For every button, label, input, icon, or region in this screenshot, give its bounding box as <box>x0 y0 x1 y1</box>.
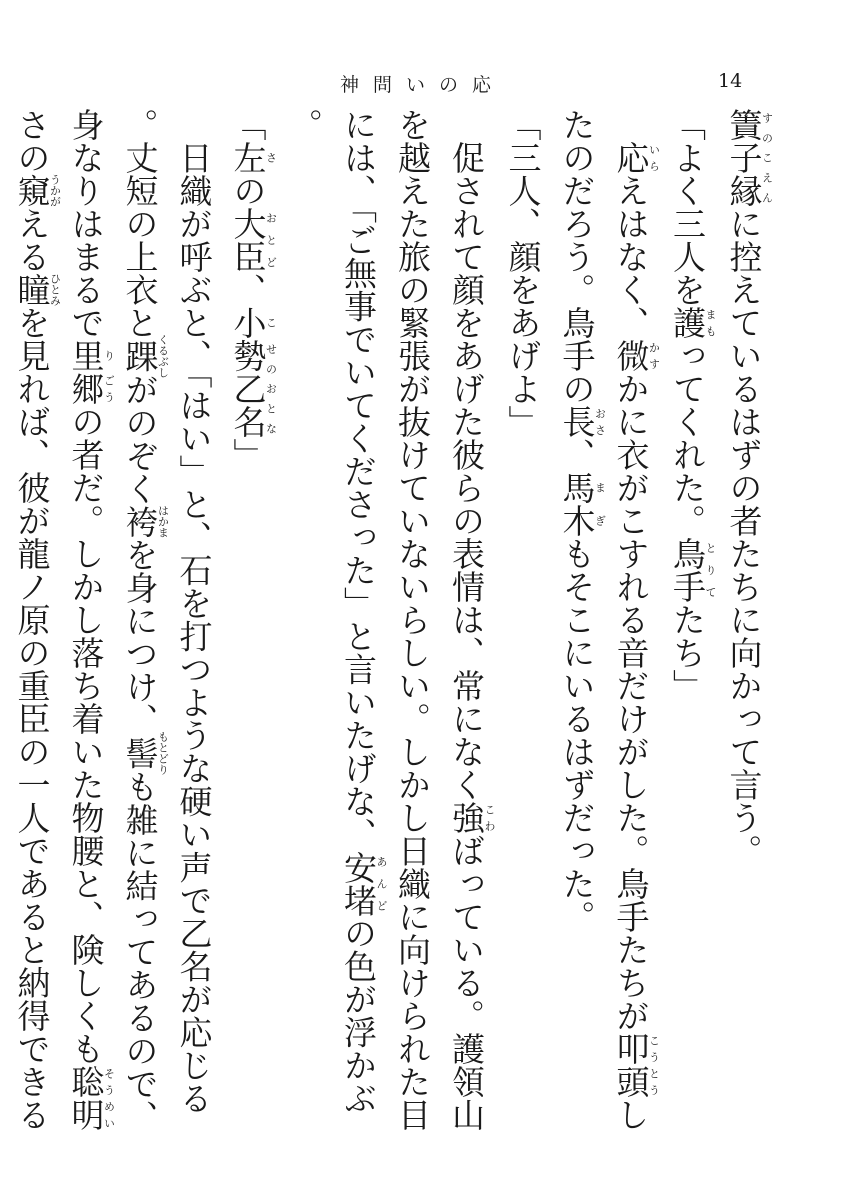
ruby-word <box>611 339 661 372</box>
furigana: うかが <box>48 174 62 207</box>
text-run: えはなく、 <box>611 174 651 339</box>
text-run: 日織が呼ぶと、「はい」と、石を打つような硬い声で乙名が応じる。丈短の上衣と <box>120 108 214 1115</box>
body-text <box>12 108 774 1138</box>
ruby-word <box>12 174 62 207</box>
ruby-word <box>12 273 62 306</box>
furigana: かす <box>647 339 661 372</box>
ruby-word <box>120 731 170 775</box>
text-run: を見れば、彼が龍ノ原の重臣の一人であると納得できる <box>12 306 52 1131</box>
text-run: える <box>12 207 52 273</box>
ruby-word <box>557 405 607 438</box>
ruby-base: 窺 <box>12 174 52 207</box>
furigana: おとど <box>264 207 278 273</box>
furigana: くるぶし <box>156 334 170 378</box>
ruby-base: 大臣 <box>228 207 268 273</box>
ruby-word <box>228 141 278 174</box>
text-run: ってくれた。 <box>668 339 707 537</box>
furigana: せのおとな <box>264 339 278 438</box>
paragraph <box>0 108 221 1138</box>
furigana: はかま <box>156 505 170 538</box>
furigana: ひとみ <box>48 273 62 306</box>
ruby-word <box>611 141 661 174</box>
ruby-base: 鳥手 <box>668 537 707 603</box>
furigana: もとどり <box>156 731 170 775</box>
furigana: こうとう <box>647 1032 661 1098</box>
ruby-base: 左 <box>228 141 268 174</box>
ruby-word <box>724 108 774 207</box>
furigana: まぎ <box>593 471 607 537</box>
ruby-base: 応 <box>611 141 651 174</box>
text-run: 「三人、顔をあげよ」 <box>503 108 543 438</box>
text-run: ばっている。護領山を越えた旅の緊張が抜けていないらしい。しかし日織に向けられた目には、「ご無事でいてくださった」と言いたげな、 <box>339 108 486 1131</box>
text-run: を身につけ、 <box>120 538 160 736</box>
ruby-base: 郷 <box>66 372 106 405</box>
ruby-word <box>447 801 496 834</box>
paragraph <box>660 108 717 1138</box>
ruby-word <box>668 306 717 339</box>
ruby-word <box>668 537 717 603</box>
ruby-word <box>339 850 388 917</box>
ruby-word <box>557 471 607 537</box>
text-run: かに衣がこすれる音だけがした。鳥手たちが <box>611 372 651 1032</box>
ruby-word <box>228 207 278 273</box>
text-run: さの <box>12 108 52 174</box>
text-run: 、 <box>557 438 597 471</box>
text-run: の <box>228 174 268 207</box>
ruby-base: 強 <box>447 801 486 834</box>
ruby-word <box>228 339 278 438</box>
text-run: に控えているはずの者たちに向かって言う。 <box>724 207 764 867</box>
text-run: 」 <box>228 438 268 471</box>
paragraph <box>496 108 550 1138</box>
paragraph <box>221 108 278 1138</box>
furigana: おさ <box>593 405 607 438</box>
ruby-base: 小 <box>228 306 268 339</box>
text-run: も雑に結ってあるので、身なりはまるで <box>66 108 160 1133</box>
ruby-word <box>228 306 278 339</box>
ruby-base: 長 <box>557 405 597 438</box>
furigana: そうめい <box>102 1065 116 1131</box>
text-run: の者だ。しかし落ち着いた物腰と、険しくも <box>66 405 106 1065</box>
ruby-base: 里 <box>66 339 106 372</box>
ruby-word <box>120 334 170 378</box>
furigana: こ <box>264 306 278 339</box>
furigana: あんど <box>375 850 388 917</box>
text-run: 「 <box>228 108 268 141</box>
ruby-word <box>611 1032 661 1098</box>
ruby-base: 瞳 <box>12 273 52 306</box>
furigana: まも <box>704 306 717 339</box>
text-run: したのだろう。鳥手の <box>557 108 651 1131</box>
furigana: とりて <box>704 537 717 603</box>
text-run: の色が浮かぶ。 <box>285 108 378 1115</box>
text-run: 、 <box>228 273 268 306</box>
page-number: 14 <box>718 70 743 92</box>
ruby-base: 勢乙名 <box>228 339 268 438</box>
ruby-base: 微 <box>611 339 651 372</box>
text-run: 促されて顔をあげた彼らの表情は、常になく <box>447 141 486 801</box>
ruby-word <box>120 505 170 538</box>
ruby-base: 護 <box>668 306 707 339</box>
text-run: 「よく三人を <box>668 108 707 306</box>
running-title: 神問いの応 <box>340 74 506 96</box>
ruby-word <box>66 1065 116 1131</box>
furigana: こわ <box>483 801 496 834</box>
ruby-base: 安堵 <box>339 850 378 917</box>
text-run: たち」 <box>668 603 707 702</box>
paragraph <box>550 108 661 1138</box>
ruby-word <box>66 339 116 372</box>
ruby-word <box>66 372 116 405</box>
text-run: がのぞく <box>120 373 160 505</box>
text-run: もそこにいるはずだった。 <box>557 537 597 933</box>
furigana: いら <box>647 141 661 174</box>
furigana: ごう <box>102 372 116 405</box>
ruby-base: 馬木 <box>557 471 597 537</box>
paragraph <box>717 108 774 1138</box>
ruby-base: 簀子縁 <box>724 108 764 207</box>
ruby-base: 髻 <box>120 731 160 775</box>
paragraph <box>277 108 496 1138</box>
ruby-base: 聡明 <box>66 1065 106 1131</box>
furigana: り <box>102 339 116 372</box>
furigana: さ <box>264 141 278 174</box>
furigana: すのこえん <box>760 108 774 207</box>
page-header <box>0 70 841 100</box>
ruby-base: 踝 <box>120 334 160 378</box>
ruby-base: 叩頭 <box>611 1032 651 1098</box>
ruby-base: 袴 <box>120 505 160 538</box>
